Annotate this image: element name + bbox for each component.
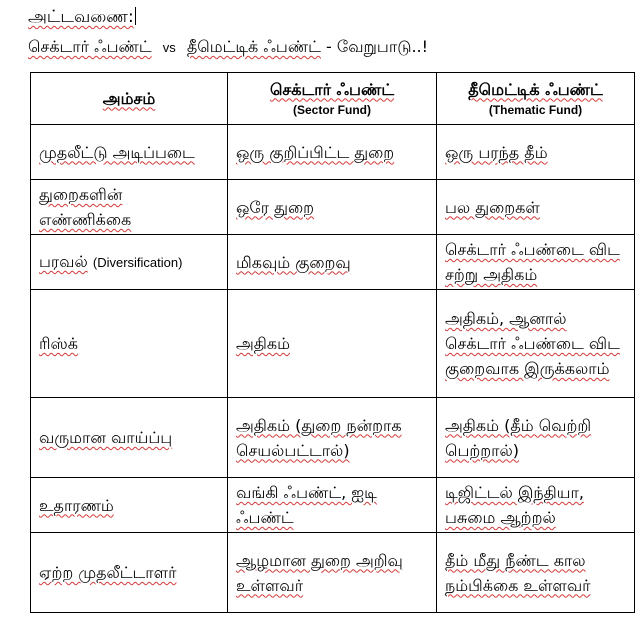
cell-sector	[228, 290, 437, 398]
header-thematic-english: (Thematic Fund)	[488, 102, 583, 117]
subtitle-sector-fund: செக்டார் ஃபண்ட்	[28, 37, 152, 56]
comparison-table	[30, 72, 635, 613]
cell-sector-text: ஒரு குறிப்பிட்ட துறை	[236, 142, 395, 162]
cell-aspect-text: வருமான வாய்ப்பு	[39, 428, 173, 447]
cell-sector	[228, 125, 437, 180]
cell-aspect-text: ஏற்ற முதலீட்டாளர்	[39, 563, 177, 582]
cell-thematic-text: அதிகம் (தீம் வெற்றி பெற்றால்)	[445, 415, 592, 460]
subtitle-difference: - வேறுபாடு..!	[326, 37, 429, 56]
table-row	[31, 290, 635, 398]
cell-sector	[228, 533, 437, 613]
table-row	[31, 125, 635, 180]
cell-sector	[228, 478, 437, 533]
cell-thematic-text: அதிகம், ஆனால் செக்டார் ஃபண்டை விட குறைவாக இருக்கலாம்	[445, 309, 620, 378]
cell-aspect-text: துறைகளின் எண்ணிக்கை	[39, 185, 132, 229]
cell-sector-text: அதிகம்	[236, 334, 290, 353]
cell-aspect	[31, 235, 228, 290]
cell-thematic	[437, 478, 635, 533]
cell-aspect-text: உதாரணம்	[39, 495, 114, 515]
cell-thematic	[437, 290, 635, 398]
cell-thematic-text: செக்டார் ஃபண்டை விட சற்று அதிகம்	[445, 240, 620, 284]
cell-sector-text: வங்கி ஃபண்ட், ஐடி ஃபண்ட்	[236, 483, 377, 527]
cell-sector	[228, 180, 437, 235]
cell-aspect-text: முதலீட்டு அடிப்படை	[39, 142, 195, 162]
header-sector-fund	[228, 73, 437, 125]
table-heading-text: அட்டவணை:	[28, 7, 134, 27]
text-cursor	[135, 7, 136, 25]
cell-aspect	[31, 398, 228, 478]
header-sector-label: செக்டார் ஃபண்ட்	[269, 79, 395, 99]
cell-thematic	[437, 180, 635, 235]
cell-aspect-text: பரவல்	[39, 252, 88, 271]
cell-sector-text: ஒரே துறை	[236, 197, 315, 217]
cell-thematic	[437, 533, 635, 613]
table-row	[31, 533, 635, 613]
table-row	[31, 180, 635, 235]
table-row	[31, 398, 635, 478]
header-aspect	[31, 73, 228, 125]
cell-aspect	[31, 533, 228, 613]
cell-thematic-text: டிஜிட்டல் இந்தியா, பசுமை ஆற்றல்	[445, 483, 584, 527]
cell-thematic-text: பல துறைகள்	[445, 197, 540, 217]
cell-thematic	[437, 398, 635, 478]
cell-aspect	[31, 290, 228, 398]
cell-aspect	[31, 478, 228, 533]
table-row	[31, 235, 635, 290]
cell-sector-text: அதிகம் (துறை நன்றாக செயல்பட்டால்)	[236, 415, 402, 460]
cell-sector-text: ஆழமான துறை அறிவு உள்ளவர்	[236, 550, 403, 595]
cell-sector-text: மிகவும் குறைவு	[236, 252, 351, 272]
header-thematic-label: தீமெட்டிக் ஃபண்ட்	[468, 79, 603, 99]
subtitle-vs: vs	[162, 40, 176, 55]
subtitle-thematic-fund: தீமெட்டிக் ஃபண்ட்	[186, 37, 321, 56]
table-heading	[28, 6, 136, 28]
cell-aspect-english: (Diversification)	[92, 255, 183, 270]
cell-aspect	[31, 125, 228, 180]
cell-sector	[228, 398, 437, 478]
header-aspect-label: அம்சம்	[102, 88, 156, 108]
header-thematic-fund	[437, 73, 635, 125]
cell-aspect	[31, 180, 228, 235]
cell-thematic	[437, 235, 635, 290]
table-header-row	[31, 73, 635, 125]
document-subtitle	[28, 36, 428, 59]
cell-thematic-text: ஒரு பரந்த தீம்	[445, 142, 548, 162]
cell-thematic-text: தீம் மீது நீண்ட கால நம்பிக்கை உள்ளவர்	[445, 550, 591, 595]
cell-aspect-text: ரிஸ்க்	[39, 334, 78, 353]
cell-thematic	[437, 125, 635, 180]
cell-sector	[228, 235, 437, 290]
header-sector-english: (Sector Fund)	[293, 102, 371, 117]
table-row	[31, 478, 635, 533]
